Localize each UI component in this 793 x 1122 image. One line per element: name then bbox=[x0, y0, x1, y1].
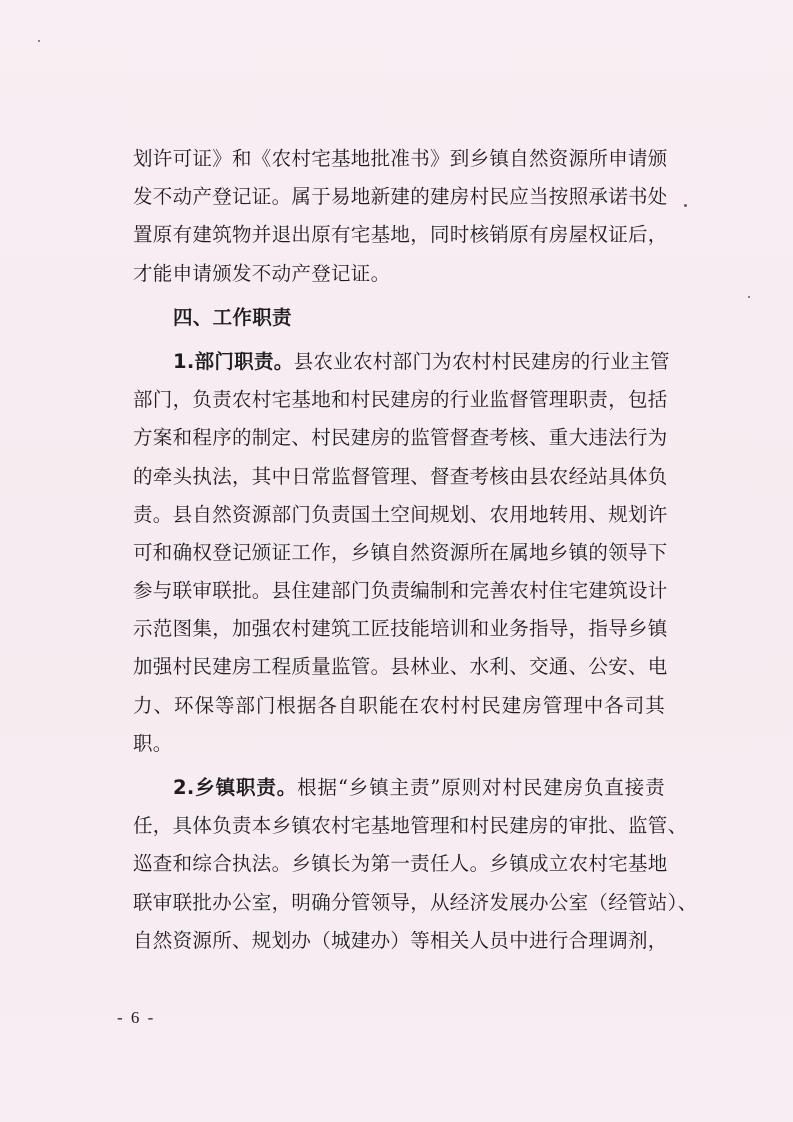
paragraph-line: 自然资源所、规划办（城建办）等相关人员中进行合理调剂， bbox=[133, 928, 668, 952]
item1-label: 1.部门职责。 bbox=[173, 349, 294, 373]
paragraph-line: 巡查和综合执法。乡镇长为第一责任人。乡镇成立农村宅基地 bbox=[133, 852, 668, 876]
paragraph-line: 的牵头执法，其中日常监督管理、督查考核由县农经站具体负 bbox=[133, 464, 668, 488]
paragraph-line: 划许可证》和《农村宅基地批准书》到乡镇自然资源所申请颁 bbox=[133, 147, 668, 170]
body-text bbox=[133, 140, 698, 960]
paragraph-line: 任，具体负责本乡镇农村宅基地管理和村民建房的审批、监管、 bbox=[133, 814, 688, 838]
scan-speck bbox=[748, 296, 750, 298]
item2-first-line bbox=[133, 769, 665, 807]
paragraph-line: 才能申请颁发不动产登记证。 bbox=[133, 261, 391, 285]
paragraph-line: 示范图集，加强农村建筑工匠技能培训和业务指导，指导乡镇 bbox=[133, 617, 668, 641]
item2-first-text: 根据“乡镇主责”原则对村民建房负直接责 bbox=[297, 776, 666, 799]
item1-first-line bbox=[133, 343, 670, 381]
paragraph-line: 职。 bbox=[133, 731, 173, 755]
scan-speck bbox=[684, 204, 687, 207]
paragraph-line: 置原有建筑物并退出原有宅基地，同时核销原有房屋权证后， bbox=[133, 223, 668, 247]
paragraph-line: 方案和程序的制定、村民建房的监管督查考核、重大违法行为 bbox=[133, 426, 668, 450]
item1-first-text: 县农业农村部门为农村村民建房的行业主管 bbox=[293, 349, 670, 373]
paragraph-line: 联审联批办公室，明确分管领导，从经济发展办公室（经管站）、 bbox=[133, 890, 698, 914]
section-heading: 四、工作职责 bbox=[173, 305, 292, 329]
paragraph-line: 加强村民建房工程质量监管。县林业、水利、交通、公安、电 bbox=[133, 655, 668, 679]
item2-label: 2.乡镇职责。 bbox=[173, 776, 298, 799]
paragraph-line: 可和确权登记颁证工作，乡镇自然资源所在属地乡镇的领导下 bbox=[133, 540, 668, 564]
page-number: - 6 - bbox=[117, 1008, 156, 1027]
paragraph-line: 部门，负责农村宅基地和村民建房的行业监督管理职责，包括 bbox=[133, 388, 668, 412]
scan-speck bbox=[38, 40, 40, 42]
paragraph-line: 发不动产登记证。属于易地新建的建房村民应当按照承诺书处 bbox=[133, 185, 668, 209]
paragraph-line: 参与联审联批。县住建部门负责编制和完善农村住宅建筑设计 bbox=[133, 579, 668, 603]
paragraph-line: 力、环保等部门根据各自职能在农村村民建房管理中各司其 bbox=[133, 693, 665, 717]
paragraph-line: 责。县自然资源部门负责国土空间规划、农用地转用、规划许 bbox=[133, 502, 668, 526]
